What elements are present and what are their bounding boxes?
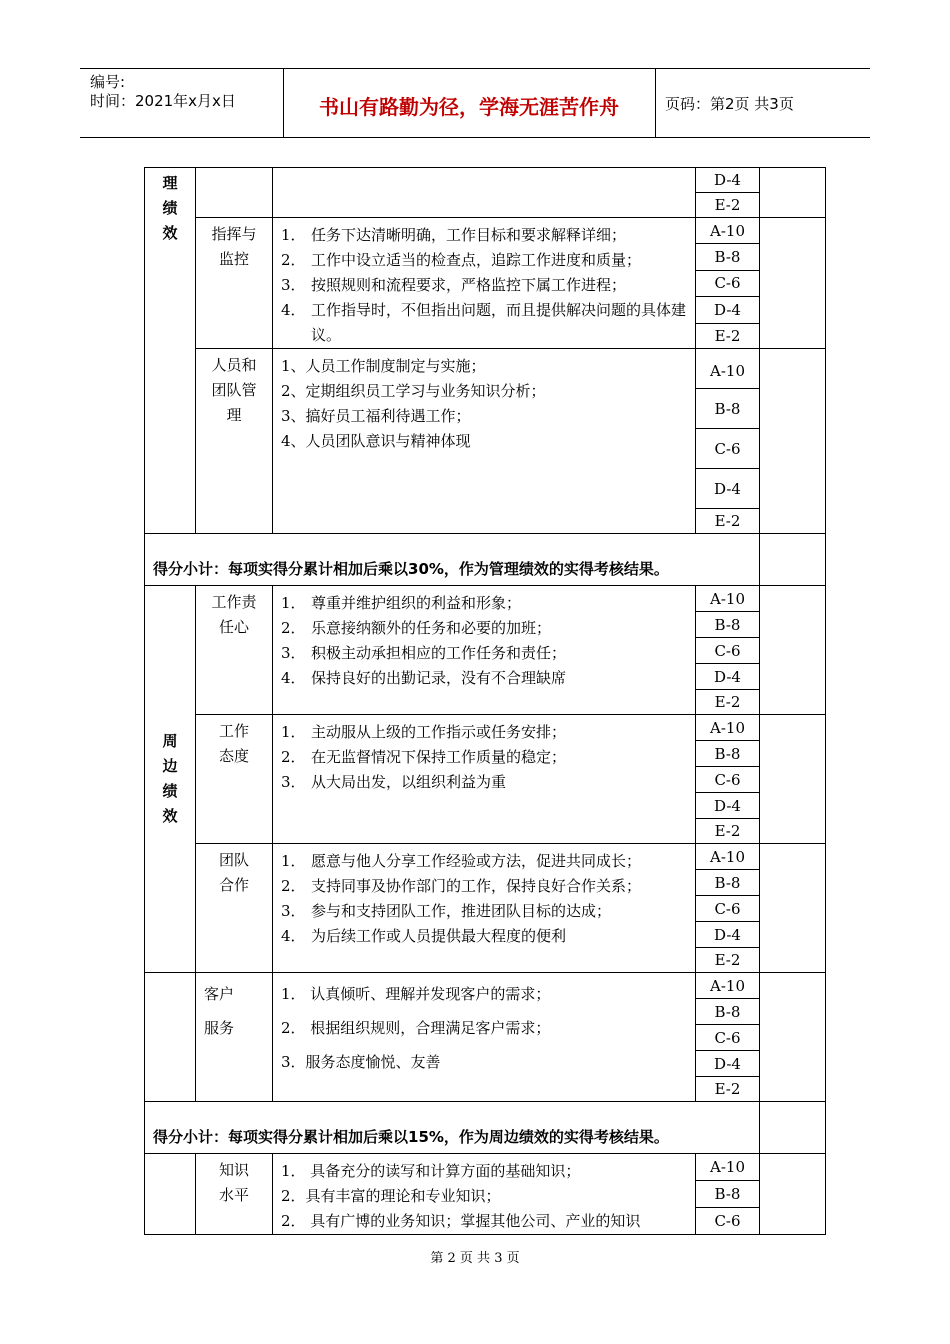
description-direction-monitoring (273, 218, 696, 349)
sub-item-label: 工作责任心 (211, 593, 257, 636)
description-work-attitude (273, 715, 696, 844)
sub-item-teamwork (196, 844, 273, 973)
description-work-responsibility (273, 586, 696, 715)
criterion-item: 4、人员团队意识与精神体现 (281, 432, 471, 450)
grade-cell: C-6 (696, 270, 760, 296)
grade-cell: D-4 (696, 469, 760, 509)
grade-cell: E-2 (696, 948, 760, 973)
header-page-number: 页码：第2页 共3页 (665, 95, 794, 113)
criterion-item: 3． 参与和支持团队工作，推进团队目标的达成； (281, 902, 612, 920)
sub-item-label: 知识水平 (218, 1161, 249, 1204)
grade-cell: A-10 (696, 973, 760, 999)
criterion-item: 4． 为后续工作或人员提供最大程度的便利 (281, 927, 567, 945)
grade-cell: A-10 (696, 1154, 760, 1181)
criterion-item: 4． 工作指导时，不但指出问题，而且提供解决问题的具体建议。 (281, 301, 687, 344)
sub-item-work-attitude (196, 715, 273, 844)
grade-cell: A-10 (696, 218, 760, 244)
score-input-cell[interactable] (760, 218, 826, 349)
grade-cell: A-10 (696, 715, 760, 741)
score-input-cell[interactable] (760, 349, 826, 534)
criterion-item: 4． 保持良好的出勤记录，没有不合理缺席 (281, 669, 567, 687)
grade-cell: D-4 (696, 297, 760, 323)
criterion-item: 1． 具备充分的读写和计算方面的基础知识； (281, 1162, 581, 1180)
category-blank (145, 973, 196, 1102)
sub-item-label: 团队合作 (218, 851, 249, 894)
grade-cell: A-10 (696, 349, 760, 389)
score-input-cell[interactable] (760, 534, 826, 586)
criterion-item: 1． 认真倾听、理解并发现客户的需求； (281, 985, 551, 1003)
grade-cell: E-2 (696, 1077, 760, 1102)
subtotal-management: 得分小计：每项实得分累计相加后乘以30%，作为管理绩效的实得考核结果。 (145, 534, 760, 586)
criterion-item: 3． 积极主动承担相应的工作任务和责任； (281, 644, 567, 662)
description-staff-team-management (273, 349, 696, 534)
grade-cell: B-8 (696, 389, 760, 429)
criterion-item: 2．具有丰富的理论和专业知识； (281, 1187, 501, 1205)
criterion-item: 1． 任务下达清晰明确，工作目标和要求解释详细； (281, 226, 627, 244)
grade-cell: D-4 (696, 168, 760, 193)
sub-item-staff-team-management (196, 349, 273, 534)
grade-cell: E-2 (696, 323, 760, 348)
grade-cell: B-8 (696, 1181, 760, 1208)
criterion-item: 1、人员工作制度制定与实施； (281, 357, 486, 375)
category-peripheral-performance (145, 586, 196, 973)
sub-item-blank (196, 168, 273, 218)
criterion-item: 2． 工作中设立适当的检查点，追踪工作进度和质量； (281, 251, 642, 269)
grade-cell: C-6 (696, 429, 760, 469)
score-input-cell[interactable] (760, 715, 826, 844)
grade-cell: E-2 (696, 509, 760, 534)
page-header (80, 68, 870, 138)
sub-item-customer-service (196, 973, 273, 1102)
grade-cell: C-6 (696, 896, 760, 922)
grade-cell: B-8 (696, 244, 760, 270)
subtotal-peripheral: 得分小计：每项实得分累计相加后乘以15%，作为周边绩效的实得考核结果。 (145, 1102, 760, 1154)
score-input-cell[interactable] (760, 586, 826, 715)
grade-cell: C-6 (696, 1208, 760, 1235)
header-meta (90, 73, 236, 111)
criterion-item: 3、搞好员工福利待遇工作； (281, 407, 471, 425)
header-motto: 书山有路勤为径，学海无涯苦作舟 (319, 95, 619, 119)
criterion-item: 1． 主动服从上级的工作指示或任务安排； (281, 723, 567, 741)
sub-item-label: 客户服务 (204, 985, 235, 1037)
page-footer: 第 2 页 共 3 页 (430, 1251, 520, 1266)
description-blank (273, 168, 696, 218)
grade-cell: B-8 (696, 999, 760, 1025)
document-number-label: 编号: (90, 73, 126, 91)
grade-cell: E-2 (696, 819, 760, 844)
grade-cell: D-4 (696, 793, 760, 819)
grade-cell: D-4 (696, 922, 760, 948)
criterion-item: 1． 尊重并维护组织的利益和形象； (281, 594, 522, 612)
category-management-performance (145, 168, 196, 534)
grade-cell: B-8 (696, 741, 760, 767)
grade-cell: B-8 (696, 870, 760, 896)
evaluation-table (144, 167, 826, 1235)
score-input-cell[interactable] (760, 168, 826, 218)
grade-cell: A-10 (696, 844, 760, 870)
criterion-item: 2． 支持同事及协作部门的工作，保持良好合作关系； (281, 877, 642, 895)
criterion-item: 2． 具有广博的业务知识；掌握其他公司、产业的知识 (281, 1212, 641, 1230)
category-label: 理绩效 (162, 174, 178, 242)
grade-cell: B-8 (696, 612, 760, 638)
sub-item-label: 指挥与监控 (211, 225, 257, 268)
criterion-item: 2． 乐意接纳额外的任务和必要的加班； (281, 619, 552, 637)
grade-cell: C-6 (696, 638, 760, 664)
grade-cell: C-6 (696, 767, 760, 793)
sub-item-label: 工作态度 (218, 722, 249, 765)
description-teamwork (273, 844, 696, 973)
criterion-item: 3． 从大局出发，以组织利益为重 (281, 773, 507, 791)
grade-cell: C-6 (696, 1025, 760, 1051)
category-label: 周边绩效 (162, 732, 178, 825)
criterion-item: 2． 在无监督情况下保持工作质量的稳定； (281, 748, 567, 766)
grade-cell: D-4 (696, 1051, 760, 1077)
criterion-item: 3． 按照规则和流程要求，严格监控下属工作进程； (281, 276, 627, 294)
grade-cell: E-2 (696, 193, 760, 218)
document-time-label: 时间：2021年x月x日 (90, 92, 236, 110)
score-input-cell[interactable] (760, 1154, 826, 1235)
description-knowledge-level (273, 1154, 696, 1235)
sub-item-direction-monitoring (196, 218, 273, 349)
description-customer-service (273, 973, 696, 1102)
criterion-item: 2、定期组织员工学习与业务知识分析； (281, 382, 546, 400)
sub-item-work-responsibility (196, 586, 273, 715)
grade-cell: A-10 (696, 586, 760, 612)
score-input-cell[interactable] (760, 1102, 826, 1154)
header-divider (655, 69, 656, 137)
sub-item-knowledge-level (196, 1154, 273, 1235)
criterion-item: 2． 根据组织规则，合理满足客户需求； (281, 1019, 551, 1037)
criterion-item: 3．服务态度愉悦、友善 (281, 1053, 441, 1071)
grade-cell: E-2 (696, 690, 760, 715)
grade-cell: D-4 (696, 664, 760, 690)
criterion-item: 1． 愿意与他人分享工作经验或方法，促进共同成长； (281, 852, 642, 870)
sub-item-label: 人员和团队管理 (211, 356, 257, 424)
score-input-cell[interactable] (760, 844, 826, 973)
category-blank (145, 1154, 196, 1235)
score-input-cell[interactable] (760, 973, 826, 1102)
